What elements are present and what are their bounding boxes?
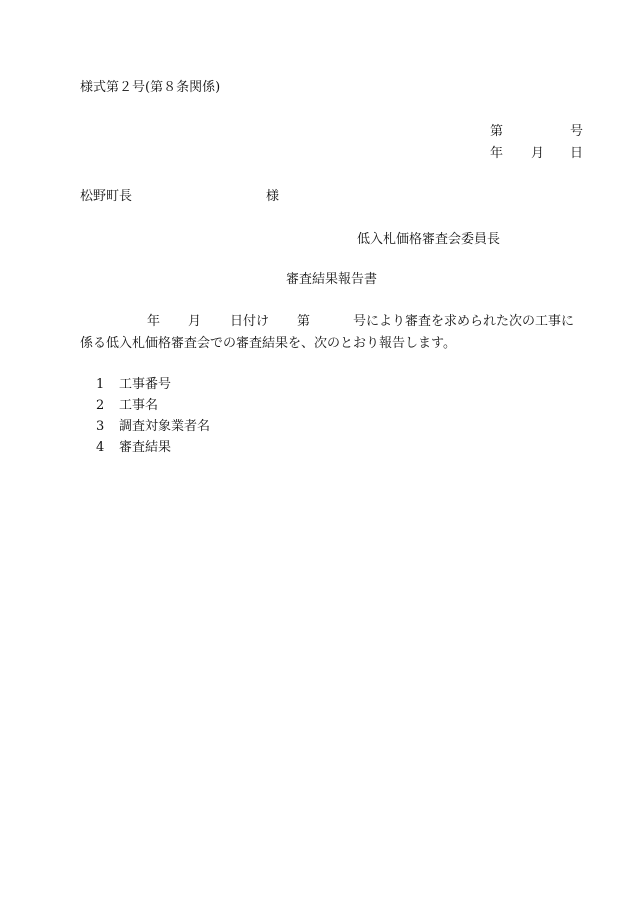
body-month: 月 bbox=[188, 314, 202, 329]
date-year: 年 bbox=[490, 146, 504, 161]
item-number: 4 bbox=[96, 440, 105, 455]
addressee-honorific: 様 bbox=[266, 189, 280, 204]
doc-number-go: 号 bbox=[570, 124, 584, 139]
date-day: 日 bbox=[570, 146, 584, 161]
body-year: 年 bbox=[147, 314, 161, 329]
item-label: 調査対象業者名 bbox=[119, 419, 211, 434]
body-dated: 日付け bbox=[230, 314, 270, 329]
document-title: 審査結果報告書 bbox=[286, 272, 378, 287]
body-dai: 第 bbox=[297, 314, 311, 329]
item-label: 審査結果 bbox=[119, 440, 172, 455]
item-label: 工事番号 bbox=[119, 377, 172, 392]
form-label: 様式第２号(第８条関係) bbox=[80, 80, 221, 95]
addressee-name: 松野町長 bbox=[80, 189, 133, 204]
sender-title: 低入札価格審査会委員長 bbox=[357, 232, 501, 247]
item-number: 1 bbox=[96, 377, 105, 392]
item-label: 工事名 bbox=[119, 398, 159, 413]
item-number: 2 bbox=[96, 398, 105, 413]
body-rest: 号により審査を求められた次の工事に bbox=[353, 314, 575, 329]
doc-number-dai: 第 bbox=[490, 124, 504, 139]
date-month: 月 bbox=[531, 146, 545, 161]
item-number: 3 bbox=[96, 419, 105, 434]
body-line-2: 係る低入札価格審査会での審査結果を、次のとおり報告します。 bbox=[80, 336, 456, 351]
